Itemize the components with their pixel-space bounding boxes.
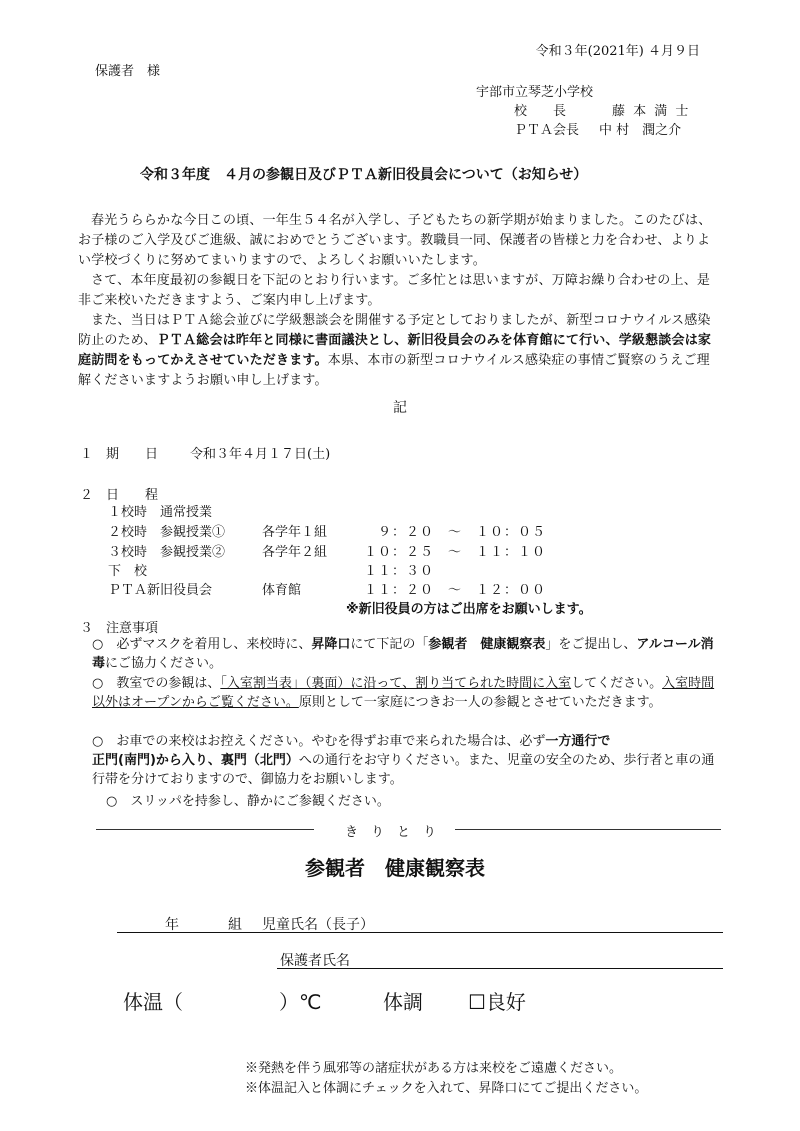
form-title: 参観者 健康観察表 — [305, 856, 485, 880]
schedule-row-group: 体育館 — [262, 583, 302, 598]
schedule-row-period: ２校時 参観授業① — [108, 525, 226, 540]
body-paragraph-1: 春光うららかな今日この頃、一年生５４名が入学し、子どもたちの新学期が始まりました。このたびは、お子様のご入学及びご進級、誠におめでとうございます。教職員一同、保護者の皆様と力を合わせ、よりよい学校づくりに努めてまいりますので、よろしくお願いいたします。 — [78, 213, 712, 268]
body-paragraph-3 — [78, 311, 718, 391]
addressee: 保護者 様 — [95, 64, 161, 79]
schedule-row-time: １１：２０ ～ １２：００ — [364, 583, 547, 598]
principal-title: 校 長 — [514, 104, 567, 119]
grade-label: 年 — [165, 917, 179, 933]
body-paragraph-3-bold: ＰＴＡ総会は昨年と同様に書面議決とし、新旧役員会のみを体育館にて行い、学級懇談会は家庭訪問をもってかえさせていただきます。 — [78, 333, 712, 368]
schedule-row-group: 各学年１組 — [262, 525, 328, 540]
note-text: への通行をお守りください。また、児童の安全のため、歩行者と車の通行帯を分けておりますので、御協力をお願いします。 — [92, 753, 715, 787]
child-name-label: 児童氏名（長子） — [262, 917, 374, 933]
note-emphasis: 一方通行で — [545, 734, 611, 749]
pta-name: 中 村 潤之介 — [599, 123, 682, 138]
temperature-unit: ）℃ — [279, 990, 322, 1014]
condition-checkbox[interactable]: ☐良好 — [468, 990, 526, 1014]
note-text: 原則として一家庭につきお一人の参観とさせていただきます。 — [298, 695, 662, 710]
condition-label: 体調 — [383, 990, 423, 1014]
temperature-label: 体温（ — [123, 990, 183, 1014]
date-value: 令和３年４月１７日(土) — [190, 447, 331, 462]
note-item-car — [92, 732, 722, 789]
schedule-row-period: １校時 通常授業 — [108, 505, 213, 520]
note-item-mask — [92, 635, 722, 673]
schedule-label: ２ 日 程 — [80, 488, 159, 503]
note-emphasis: アルコール消毒 — [92, 637, 714, 671]
note-text: ○ 必ずマスクを着用し、来校時に、 — [92, 637, 312, 652]
note-emphasis: 参観者 健康観察表 — [428, 637, 546, 652]
note-underlined: 入室時間以外はオープンからご覧ください。 — [92, 676, 715, 710]
principal-name: 藤 本 満 士 — [612, 104, 691, 119]
note-text: 」をご提出し、 — [545, 637, 637, 652]
note-text: ○ お車での来校はお控えください。やむを得ずお車で来られた場合は、必ず — [92, 734, 546, 749]
footnote-fever: ※発熱を伴う風邪等の諸症状がある方は来校をご遠慮ください。 — [245, 1061, 623, 1076]
body-paragraph-3-a: また、当日はＰＴＡ総会並びに学級懇談会を開催する予定としておりましたが、新型コロナウイルス感染防止のため、 — [78, 313, 711, 348]
schedule-row-group: 各学年２組 — [262, 545, 328, 560]
guardian-name-line[interactable] — [277, 968, 723, 969]
school-name: 宇部市立琴芝小学校 — [476, 85, 594, 100]
schedule-row-period: 下 校 — [108, 564, 148, 579]
schedule-row-time: １０：２５ ～ １１：１０ — [364, 545, 547, 560]
pta-title: ＰＴＡ会長 — [514, 123, 580, 138]
cut-line-right — [455, 829, 721, 830]
class-label: 組 — [228, 917, 242, 933]
note-text: にご協力ください。 — [105, 656, 223, 671]
note-item-classroom — [92, 674, 722, 712]
schedule-row-period: ３校時 参観授業② — [108, 545, 226, 560]
body-paragraph-2: さて、本年度最初の参観日を下記のとおり行います。ご多忙とは思いますが、万障お繰り合わせの上、是非ご来校いただきますよう、ご案内申し上げます。 — [78, 273, 711, 308]
footnote-submit: ※体温記入と体調にチェックを入れて、昇降口にてご提出ください。 — [245, 1081, 648, 1096]
note-text: してください。 — [571, 676, 663, 691]
note-emphasis: 昇降口 — [311, 637, 351, 652]
note-text: にて下記の「 — [350, 637, 429, 652]
note-emphasis: 正門(南門)から入り、裏門（北門） — [92, 753, 299, 768]
guardian-name-label: 保護者氏名 — [280, 953, 350, 969]
cut-line-left — [96, 829, 314, 830]
ki-label: 記 — [393, 400, 407, 416]
child-name-line[interactable] — [117, 932, 723, 933]
note-underlined: 「入室割当表」（裏面）に沿って、割り当てられた時間に入室 — [220, 676, 572, 691]
date-label: １ 期 日 — [80, 447, 159, 462]
notice-title: 令和３年度 ４月の参観日及びＰＴＡ新旧役員会について（お知らせ） — [140, 167, 588, 183]
note-text: ○ 教室での参観は、 — [92, 676, 221, 691]
schedule-row-time: ９：２０ ～ １０：０５ — [378, 525, 547, 540]
schedule-row-time: １１：３０ — [364, 564, 435, 579]
schedule-row-period: ＰＴＡ新旧役員会 — [108, 583, 213, 598]
cut-line-label: き り と り — [345, 825, 437, 840]
body-paragraph-3-c: 本県、本市の新型コロナウイルス感染症の事情ご賢察のうえご理解くださいますようお願い申し上げます。 — [78, 353, 710, 388]
notes-label: ３ 注意事項 — [80, 621, 159, 636]
note-item-slippers: ○ スリッパを持参し、静かにご参観ください。 — [106, 794, 390, 809]
attendance-note: ※新旧役員の方はご出席をお願いします。 — [346, 602, 592, 617]
document-date: 令和３年(2021年) ４月９日 — [535, 44, 700, 59]
notice-body — [78, 211, 718, 391]
